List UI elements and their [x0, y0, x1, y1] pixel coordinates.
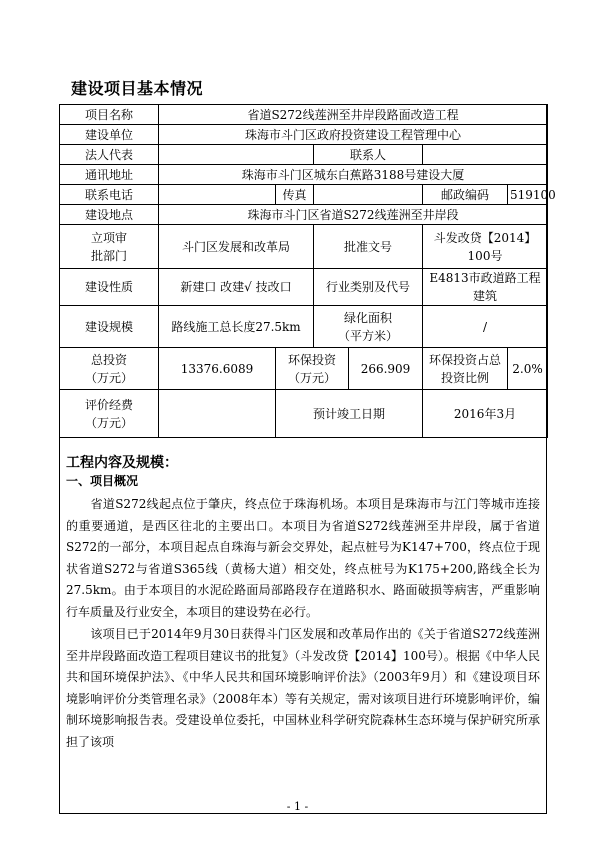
table-row: [60, 306, 548, 348]
table-row: [60, 390, 548, 438]
nature-value: 新建口 改建√ 技改口: [159, 269, 314, 306]
approval-dept-value: 斗门区发展和改革局: [159, 225, 314, 269]
approval-no-label: 批准文号: [314, 225, 423, 269]
paragraph-approval: 该项目已于2014年9月30日获得斗门区发展和改革局作出的《关于省道S272线莲洲至井岸段路面改造工程项目建议书的批复》（斗发改贷【2014】100号）。根据《中华人民共和国环境保护法》、《中华人民共和国环境影响评价法》（2003年9月）和《建设项目环境影响评价分类管理名录》（2008年本）等有关规定，需对该项目进行环境影响评价，编制环境影响报告表。受建设单位委托，中国林业科学研究院森林生态环境与保护研究所承担了该项: [66, 627, 540, 749]
scale-value: 路线施工总长度27.5km: [159, 306, 314, 348]
postcode-value: 519100: [508, 185, 548, 205]
legal-rep-value: [159, 145, 314, 165]
address-label: 通讯地址: [60, 165, 159, 185]
location-label: 建设地点: [60, 205, 159, 225]
page-number: - 1 -: [286, 800, 309, 813]
builder-value: 珠海市斗门区政府投资建设工程管理中心: [159, 125, 548, 145]
table-row: [60, 185, 548, 205]
contact-label: 联系人: [314, 145, 423, 165]
approval-no-value: 斗发改贷【2014】100号: [423, 225, 548, 269]
paragraph-overview: 省道S272线起点位于肇庆，终点位于珠海机场。本项目是珠海市与江门等城市连接的重要通道，是西区往北的主要出口。本项目为省道S272线莲洲至井岸段，属于省道S272的一部分，本项目起点自珠海与新会交界处，起点桩号为K147+700，终点位于现状省道S272与省道S365线（黄杨大道）相交处，终点桩号为K175+200,路线全长为27.5km。由于本项目的水泥砼路面局部路段存在道路积水、路面破损等病害，严重影响行车质量及行业安全，本项目的建设势在必行。: [66, 497, 540, 619]
table-row: [60, 269, 548, 306]
total-invest-label: 总投资 （万元）: [60, 348, 159, 390]
page-title: 建设项目基本情况: [71, 79, 204, 98]
project-info-table: [59, 104, 556, 438]
subsection-title: 一、项目概况: [66, 474, 139, 488]
green-area-label: 绿化面积 （平方米）: [314, 306, 423, 348]
industry-value: E4813市政道路工程建筑: [423, 269, 548, 306]
green-area-value: /: [423, 306, 548, 348]
postcode-label: 邮政编码: [423, 185, 508, 205]
address-value: 珠海市斗门区城东白蕉路3188号建设大厦: [159, 165, 548, 185]
table-row: [60, 225, 548, 269]
eval-fee-label: 评价经费 （万元）: [60, 390, 159, 438]
env-invest-value: 266.909: [349, 348, 423, 390]
fax-value: [314, 185, 423, 205]
contact-value: [423, 145, 548, 165]
section-title: 工程内容及规模：: [66, 455, 178, 471]
table-row: [60, 145, 548, 165]
project-name-label: 项目名称: [60, 105, 159, 125]
phone-label: 联系电话: [60, 185, 159, 205]
table-row: [60, 348, 548, 390]
phone-value: [159, 185, 276, 205]
nature-label: 建设性质: [60, 269, 159, 306]
env-ratio-label: 环保投资占总 投资比例: [423, 348, 508, 390]
approval-dept-label: 立项审 批部门: [60, 225, 159, 269]
table-row: [60, 125, 548, 145]
env-ratio-value: 2.0%: [508, 348, 548, 390]
env-invest-label: 环保投资 （万元）: [276, 348, 349, 390]
legal-rep-label: 法人代表: [60, 145, 159, 165]
completion-label: 预计竣工日期: [276, 390, 423, 438]
fax-label: 传真: [276, 185, 314, 205]
builder-label: 建设单位: [60, 125, 159, 145]
table-row: [60, 165, 548, 185]
table-row: [60, 105, 548, 125]
location-value: 珠海市斗门区省道S272线莲洲至井岸段: [159, 205, 548, 225]
industry-label: 行业类别及代号: [314, 269, 423, 306]
scale-label: 建设规模: [60, 306, 159, 348]
total-invest-value: 13376.6089: [159, 348, 276, 390]
table-row: [60, 205, 548, 225]
project-name-value: 省道S272线莲洲至井岸段路面改造工程: [159, 105, 548, 125]
completion-value: 2016年3月: [423, 390, 548, 438]
eval-fee-value: [159, 390, 276, 438]
